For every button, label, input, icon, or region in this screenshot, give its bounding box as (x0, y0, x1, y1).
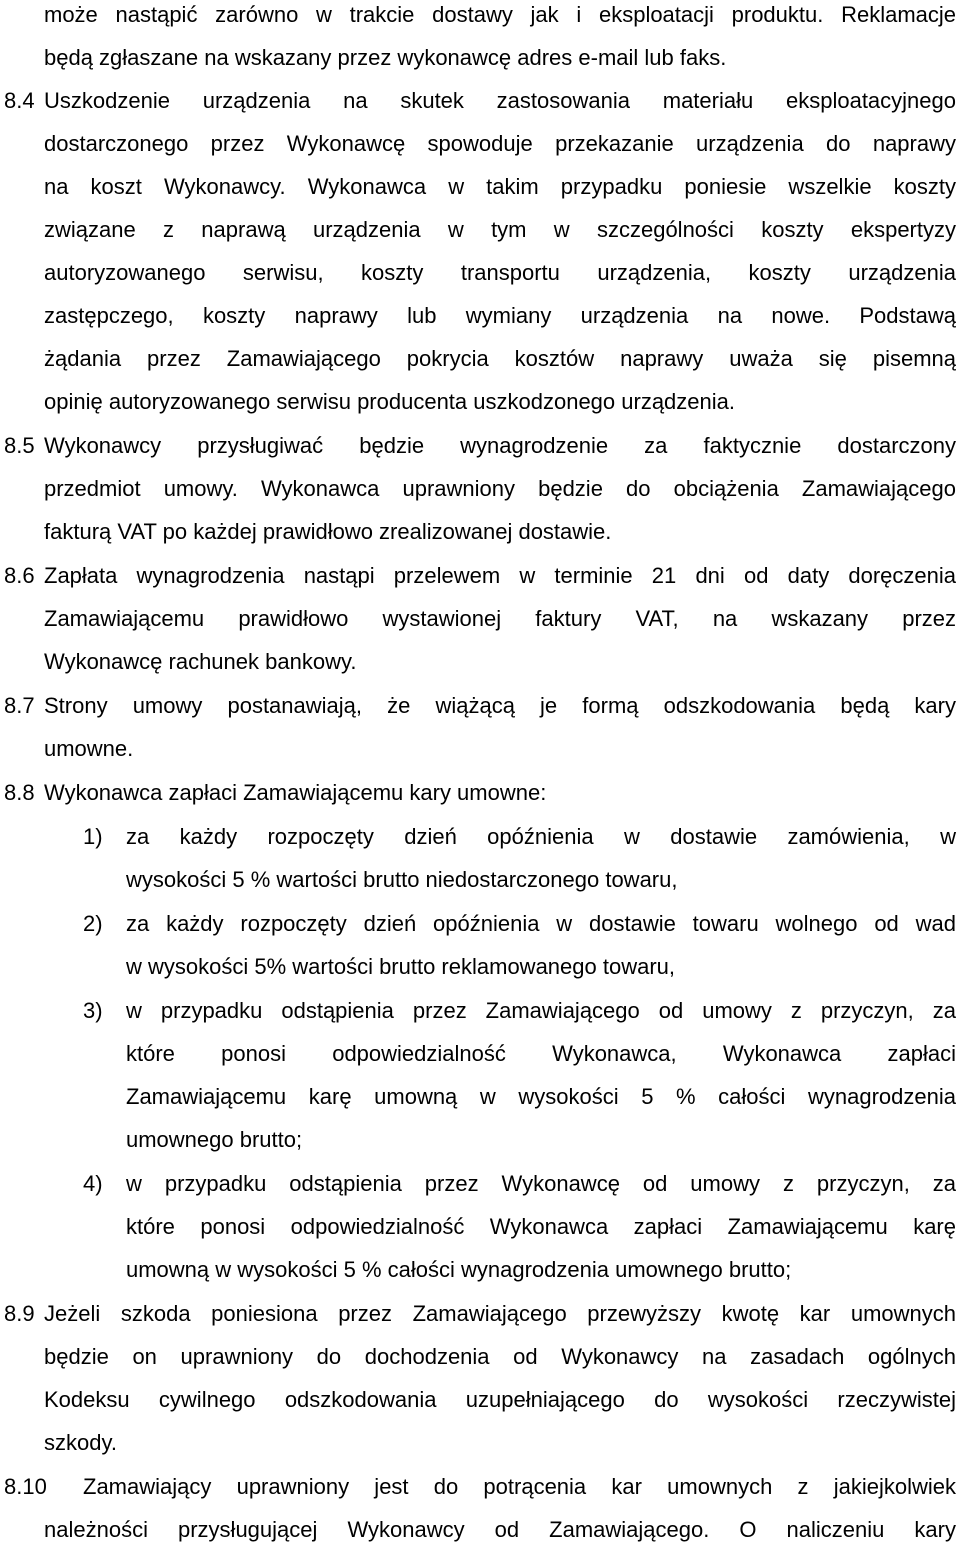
text-line: Zamawiającemu karę umowną w wysokości 5 % całości wynagrodzenia (126, 1084, 956, 1109)
text-line: Zapłata wynagrodzenia nastąpi przelewem w terminie 21 dni od daty doręczenia (44, 563, 956, 588)
text-line: Zamawiającemu prawidłowo wystawionej faktury VAT, na wskazany przez (44, 606, 956, 631)
text-line: szkody. (44, 1430, 117, 1455)
text-line: będą zgłaszane na wskazany przez wykonawcę adres e-mail lub faks. (44, 45, 727, 70)
section-number: 8.5 (4, 433, 35, 458)
text-line: przedmiot umowy. Wykonawca uprawniony będzie do obciążenia Zamawiającego (44, 476, 956, 501)
text-line: autoryzowanego serwisu, koszty transportu urządzenia, koszty urządzenia (44, 260, 956, 285)
text-line: na koszt Wykonawcy. Wykonawca w takim przypadku poniesie wszelkie koszty (44, 174, 956, 199)
text-line: umownego brutto; (126, 1127, 303, 1152)
text-line: umowną w wysokości 5 % całości wynagrodzenia umownego brutto; (126, 1257, 792, 1282)
section-number: 8.6 (4, 563, 35, 588)
text-line: które ponosi odpowiedzialność Wykonawca zapłaci Zamawiającemu karę (126, 1214, 956, 1239)
section-number: 8.4 (4, 88, 35, 113)
text-line: fakturą VAT po każdej prawidłowo zrealizowanej dostawie. (44, 519, 612, 544)
section-number: 8.9 (4, 1301, 35, 1326)
text-line: Zamawiający uprawniony jest do potrącenia kar umownych z jakiejkolwiek (83, 1474, 956, 1499)
text-line: Wykonawca zapłaci Zamawiającemu kary umowne: (44, 780, 547, 805)
text-line: żądania przez Zamawiającego pokrycia kosztów naprawy uważa się pisemną (44, 346, 956, 371)
text-line: opinię autoryzowanego serwisu producenta uszkodzonego urządzenia. (44, 389, 736, 414)
text-line: dostarczonego przez Wykonawcę spowoduje przekazanie urządzenia do naprawy (44, 131, 956, 156)
section-number: 8.7 (4, 693, 35, 718)
text-line: wysokości 5 % wartości brutto niedostarczonego towaru, (126, 867, 678, 892)
text-line: Wykonawcę rachunek bankowy. (44, 649, 357, 674)
text-line: związane z naprawą urządzenia w tym w szczególności koszty ekspertyzy (44, 217, 956, 242)
text-line: które ponosi odpowiedzialność Wykonawca, Wykonawca zapłaci (126, 1041, 956, 1066)
text-line: Kodeksu cywilnego odszkodowania uzupełniającego do wysokości rzeczywistej (44, 1387, 956, 1412)
list-item-marker: 3) (83, 998, 103, 1023)
text-line: za każdy rozpoczęty dzień opóźnienia w dostawie towaru wolnego od wad (126, 911, 956, 936)
text-line: w wysokości 5% wartości brutto reklamowanego towaru, (126, 954, 676, 979)
text-line: należności przysługującej Wykonawcy od Zamawiającego. O naliczeniu kary (44, 1517, 956, 1542)
text-line: Wykonawcy przysługiwać będzie wynagrodzenie za faktycznie dostarczony (44, 433, 956, 458)
text-line: Strony umowy postanawiają, że wiążącą je formą odszkodowania będą kary (44, 693, 956, 718)
text-line: Jeżeli szkoda poniesiona przez Zamawiającego przewyższy kwotę kar umownych (44, 1301, 956, 1326)
text-line: będzie on uprawniony do dochodzenia od Wykonawcy na zasadach ogólnych (44, 1344, 956, 1369)
text-line: może nastąpić zarówno w trakcie dostawy jak i eksploatacji produktu. Reklamacje (44, 2, 956, 27)
list-item-marker: 2) (83, 911, 103, 936)
text-line: umowne. (44, 736, 134, 761)
list-item-marker: 4) (83, 1171, 103, 1196)
text-line: zastępczego, koszty naprawy lub wymiany urządzenia na nowe. Podstawą (44, 303, 956, 328)
list-item-marker: 1) (83, 824, 103, 849)
text-line: w przypadku odstąpienia przez Wykonawcę od umowy z przyczyn, za (126, 1171, 956, 1196)
text-line: za każdy rozpoczęty dzień opóźnienia w dostawie zamówienia, w (126, 824, 956, 849)
text-line: Uszkodzenie urządzenia na skutek zastosowania materiału eksploatacyjnego (44, 88, 956, 113)
section-number: 8.10 (4, 1474, 47, 1499)
section-number: 8.8 (4, 780, 35, 805)
text-line: w przypadku odstąpienia przez Zamawiającego od umowy z przyczyn, za (126, 998, 956, 1023)
